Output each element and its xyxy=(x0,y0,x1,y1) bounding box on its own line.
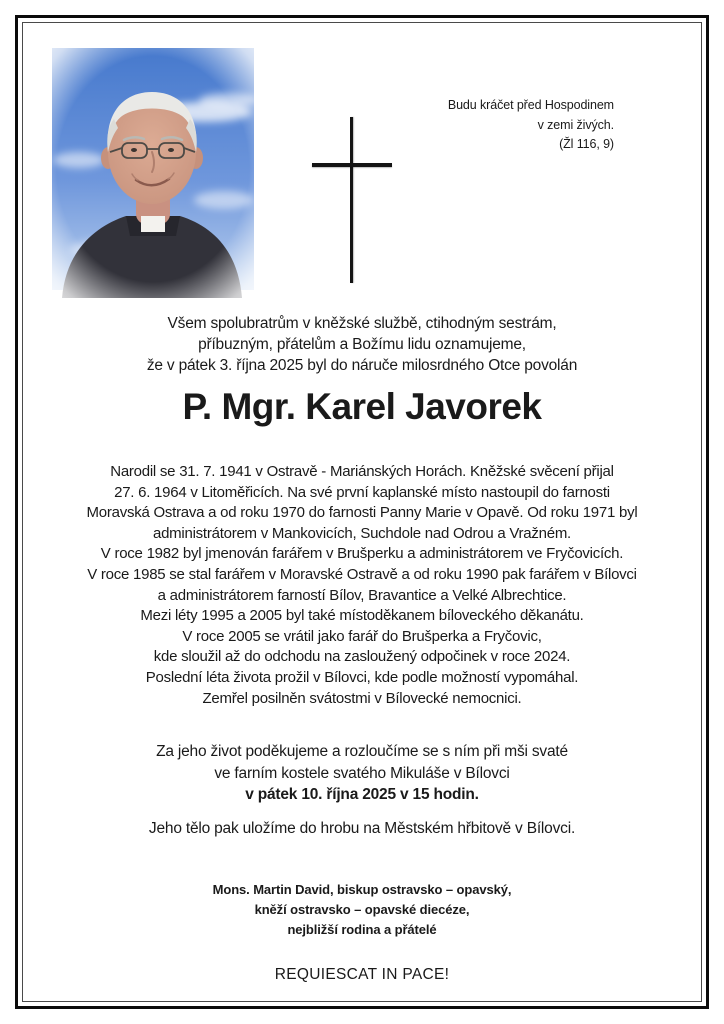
mourner-line: nejbližší rodina a přátelé xyxy=(287,922,437,937)
mourners-signature xyxy=(30,880,694,940)
scripture-citation: (Žl 116, 9) xyxy=(559,137,614,151)
scripture-line: Budu kráčet před Hospodinem xyxy=(447,98,614,112)
biography-line: 27. 6. 1964 v Litoměřicích. Na své první kaplanské místo nastoupil do farnosti xyxy=(114,483,610,501)
mourner-line: kněží ostravsko – opavské diecéze, xyxy=(254,902,470,917)
biography-line: kde sloužil až do odchodu na zasloužený odpočinek v roce 2024. xyxy=(153,648,571,666)
priest-portrait-image xyxy=(44,40,262,298)
announcement-line: že v pátek 3. října 2025 byl do náruče milosrdného Otce povolán xyxy=(146,357,578,374)
farewell-mass-info xyxy=(30,741,694,806)
biography-line: Poslední léta života prožil v Bílovci, kde podle možností vypomáhal. xyxy=(145,668,579,686)
biography-line: Mezi léty 1995 a 2005 byl také místoděkanem bíloveckého děkanátu. xyxy=(140,607,584,625)
farewell-line: Za jeho život poděkujeme a rozloučíme se s ním při mši svaté xyxy=(156,743,568,760)
portrait-photo xyxy=(44,40,262,298)
announcement-line: Všem spolubratrům v kněžské službě, ctihodným sestrám, xyxy=(167,315,557,332)
announcement-line: příbuzným, přátelům a Božímu lidu oznamujeme, xyxy=(198,336,526,353)
scripture-line: v zemi živých. xyxy=(537,117,614,132)
biography-line: V roce 1982 byl jmenován farářem v Brušperku a administrátorem ve Fryčovicích. xyxy=(100,545,624,563)
biography-line: administrátorem v Mankovicích, Suchdole nad Odrou a Vražném. xyxy=(153,524,571,542)
mourner-line: Mons. Martin David, biskup ostravsko – opavský, xyxy=(212,882,512,897)
biography-text xyxy=(30,462,694,709)
biography-line: Zemřel posilněn svátostmi v Bílovecké nemocnici. xyxy=(202,689,522,707)
announcement-text xyxy=(30,313,694,376)
burial-info: Jeho tělo pak uložíme do hrobu na Městském hřbitově v Bílovci. xyxy=(148,820,576,837)
farewell-line: ve farním kostele svatého Mikuláše v Bílovci xyxy=(214,764,510,782)
biography-line: V roce 1985 se stal farářem v Moravské Ostravě a od roku 1990 pak farářem v Bílovci xyxy=(87,565,637,583)
biography-line: Narodil se 31. 7. 1941 v Ostravě - Mariánských Horách. Kněžské svěcení přijal xyxy=(110,463,614,480)
biography-line: a administrátorem farností Bílov, Bravantice a Velké Albrechtice. xyxy=(157,586,567,604)
funeral-date: v pátek 10. října 2025 v 15 hodin. xyxy=(245,786,479,803)
closing-requiescat: REQUIESCAT IN PACE! xyxy=(274,966,450,983)
biography-line: V roce 2005 se vrátil jako farář do Brušperka a Fryčovic, xyxy=(182,627,542,645)
scripture-quote xyxy=(448,96,614,155)
biography-line: Moravská Ostrava a od roku 1970 do farnosti Panny Marie v Opavě. Od roku 1971 byl xyxy=(86,504,638,522)
deceased-name: P. Mgr. Karel Javorek xyxy=(182,386,542,427)
cross-icon xyxy=(300,110,410,290)
